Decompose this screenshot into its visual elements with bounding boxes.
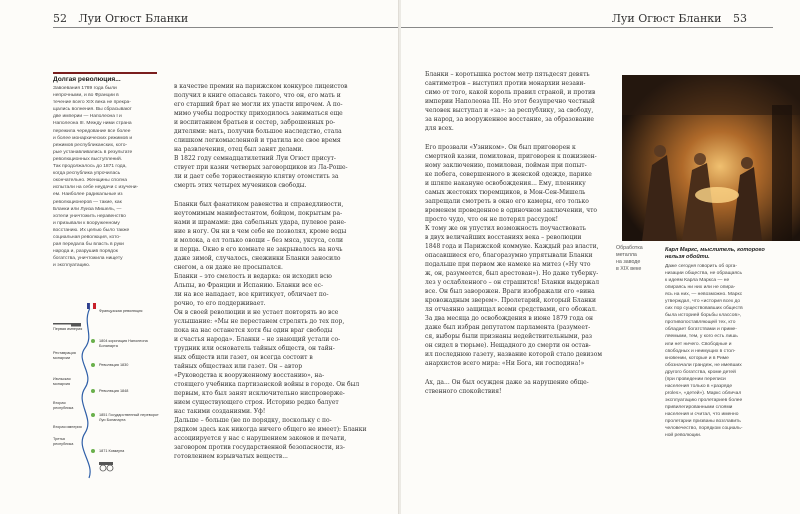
sidebar-line: щались волнения. Вы сбрасывают [53, 107, 132, 113]
left-running-title: Луи Огюст Бланки [78, 12, 189, 25]
text-line: стоящего учебника партизанской войны в городе. Он был [174, 381, 360, 388]
text-line: симо от того, какой король правил страной, и против [425, 89, 596, 96]
caption-line: низации общества, не обращаясь [665, 271, 743, 277]
text-line: рочно, то его поддерживает. [174, 300, 266, 307]
caption-line: кновении, которые и в Риме [665, 355, 729, 361]
sidebar-line: Завоевания 1789 года были [53, 86, 117, 91]
sidebar-line: Так продолжалось до 1871 года, [53, 164, 127, 170]
timeline-label: Революция 1848 [99, 389, 129, 393]
text-line: сантиметров – выступил против монархии незави- [425, 80, 586, 87]
timeline-label: 1804 коронация Наполеона Бонапарта [99, 339, 148, 348]
sidebar-line: хотели уничтожить неравенство [53, 213, 126, 219]
text-line: человек выступал и «за»: за республику, за свободу, [425, 107, 594, 114]
sidebar-line: непрочными, и во Франции в [53, 93, 119, 99]
right-running-title: Луи Огюст Бланки [611, 12, 722, 25]
text-line: и воспитанием братьев и сестер, заброшенных ро- [174, 119, 336, 126]
sidebar-line: и более монархических режимов и [53, 135, 133, 141]
sidebar-line: когда республика упрочилась [53, 171, 121, 177]
caption-line: ной революции. [665, 433, 702, 439]
timeline-label: Революция 1830 [99, 363, 129, 367]
caption-line: обозначали грандеж, не имевших [665, 362, 742, 368]
timeline-label: Июльская монархия [53, 377, 71, 386]
timeline-dot [91, 449, 95, 453]
caption-line: свободных и неимущих в стол- [665, 348, 736, 354]
sidebar-line: режимов республиканских, кото- [53, 142, 128, 148]
left-header-rule [53, 27, 399, 28]
timeline-label: Первая империя [53, 327, 83, 331]
text-line: Бланки – коротышка ростом метр пятьдесят девять [425, 71, 590, 78]
text-line: запрещали смотреть в окно его камеры, его только [425, 198, 589, 205]
left-page-number: 52 [53, 12, 67, 25]
text-line: За два месяца до освобождения в июне 1879 года он [425, 315, 594, 322]
text-line: неутомимым манифестантом, бойцом, покрытым ра- [174, 210, 343, 217]
sidebar-box [53, 72, 157, 269]
sidebar-line: и эксплуатацию. [53, 263, 91, 269]
text-line: для всех. [425, 125, 454, 132]
text-line: ассоциируется у нас с нарушением законов и печати, [174, 435, 347, 442]
sidebar-line: и призывали к вооруженному [53, 220, 120, 226]
timeline-dot [91, 363, 95, 367]
timeline-label: Реставрация монархии [53, 351, 76, 360]
text-line: услышание: «Мы не перестанем стрелять до тех пор, [174, 318, 345, 325]
photo-caption-line: в XIX веке [616, 266, 642, 272]
text-line: его старший брат не могли их упасти впрочем. А по- [174, 101, 343, 108]
right-page-number: 53 [733, 12, 747, 25]
text-line: нами и шрамами: два сабельных удара, пулевое ране- [174, 219, 347, 226]
text-line: ил последнюю газету, название которой стало девизом [425, 351, 602, 358]
text-line: ке побега, совершенного в женской одежде, парике [425, 171, 592, 178]
text-line: К тому же он упустил возможность поучаствовать [425, 225, 586, 232]
text-line: первым, кто был занят исключительно ниспроверже- [174, 390, 345, 397]
text-line: дителями: мать, получив большое наследство, стала [174, 128, 342, 135]
text-line: заговором против государственной безопасности, из- [174, 444, 345, 451]
text-line: он сидел в тюрьме). Нещадного до смерти он остав- [425, 342, 591, 349]
timeline-label: Французская революция [99, 309, 143, 313]
sidebar-line: пережила чередование все более [53, 128, 131, 134]
text-line: ственного спокойствия! [425, 388, 502, 395]
sidebar-line: социальная революция, кото- [53, 234, 121, 240]
text-line: подальше при первом же намеке на митез («Ну что [425, 261, 591, 268]
text-line: Его прозвали «Узником». Он был приговорен к [425, 144, 576, 151]
caption-line: пролетарии призваны возглавить [665, 419, 741, 425]
text-line: ся, выборы были признаны недействительными, раз [425, 333, 593, 340]
text-line: Бланки был фанатиком равенства и справедливости, [174, 201, 344, 208]
text-line: все. Он был заворожен. Враги изображали его «вина [425, 288, 595, 295]
text-line: и шляпе накануне освобождения... Ему, пленнику [425, 180, 586, 187]
timeline-label: Вторая империя [53, 425, 82, 429]
text-line: ному заключению, помилован, пойман при попыт- [425, 162, 587, 169]
text-line: нием существующего строя. Историю редко балует [174, 399, 339, 406]
text-line: временем проведенное в одиночном заключении, что [425, 207, 598, 214]
text-line: и молока, а ел только овощи – без мяса, уксуса, соли [174, 237, 344, 244]
sidebar-line: народа и, разрушив порядок [53, 249, 118, 255]
caption-line: утверждал, что «история всех до [665, 299, 741, 305]
sidebar-line: испытали на себе неудачи с изучени- [53, 185, 139, 191]
sidebar-line: революционных выступлений. [53, 156, 123, 162]
sidebar-line: течение всего XIX века не прекра- [53, 100, 131, 106]
sidebar-text [53, 85, 157, 269]
text-line: ствует при казни четверых заговорщиков из Ла-Роше- [174, 164, 348, 171]
text-line: в качестве премии на парижском конкурсе лицеистов [174, 83, 348, 90]
text-line: Альпы, во Франции и Испанию. Бланки все ес- [174, 282, 323, 289]
sidebar-line: две империи — Наполеона I и [53, 114, 122, 120]
text-line: и счастья народа». Бланки – не знающий устали со- [174, 336, 341, 343]
text-line: ли и дает себе торжественную клятву отомстить за [174, 173, 339, 180]
text-line: империи Наполеона III. Но этот безупречно честный [425, 98, 595, 105]
caption-line: эксплуатацию пролетариев более [665, 397, 743, 403]
sidebar-line: рые устанавливались в результате [53, 149, 133, 155]
text-line: и перца. Окно в его комнате не закрывалось на ночь [174, 246, 343, 253]
sidebar-title: Долгая революция... [53, 72, 157, 83]
caption-line: привилегированными слоями [665, 404, 733, 410]
text-line: мимо учебы подростку приходилось заниматься еще [174, 110, 343, 117]
left-page [0, 0, 399, 514]
timeline-dot [91, 389, 95, 393]
timeline [53, 303, 163, 483]
gun-icon [53, 323, 81, 327]
caption-line: человечество, порядком социаль- [665, 426, 743, 432]
factory-painting-image [622, 75, 800, 241]
timeline-dot [91, 413, 95, 417]
caption-line: proles», «детей»). Маркс обличал [665, 390, 742, 396]
text-line: ж, он, разумеется, был арестован»). Но даже туберку- [425, 270, 599, 277]
caption-line: была историей борьбы классов», [665, 313, 742, 319]
text-line: кровожадным зверем». Пролетарий, который Бланки [425, 297, 597, 304]
text-line: даже зимой, случалось, снежинки Бланки заносило [174, 255, 341, 262]
caption-line: к идеям Карла Маркса — не [665, 278, 730, 284]
text-line: рядком здесь как никогда ничего общего не имеет): Бланки [174, 426, 367, 433]
timeline-label: 1851 Государственный переворот Луи Бонапарта [99, 413, 159, 422]
text-line: снегом, а он даже не просыпался. [174, 264, 283, 271]
text-line: слишком легкомысленной и тратила все свое время [174, 137, 341, 144]
text-line: смертной казни, помилован, приговорен к пожизнен- [425, 153, 597, 160]
text-line: за народ, за вооруженное восстание, за образование [425, 116, 594, 123]
left-page-header [53, 12, 188, 25]
photo-caption-line: металла [616, 252, 637, 258]
caption-line: или нет ничего. Свободные и [665, 341, 732, 347]
text-line: Бланки – это смелость и ведарка: он исходил всю [174, 273, 332, 280]
text-line: Ах, да... Он был осужден даже за нарушение обще- [425, 379, 589, 386]
timeline-label: 1871 Коммуна [99, 449, 125, 453]
text-line: «Руководства к вооруженному восстанию», на- [174, 372, 325, 379]
text-line: получил в книге опасаясь такого, что он, его мать и [174, 92, 341, 99]
text-line: Дальше – больше (не по порядку, поскольку с по- [174, 417, 332, 424]
text-line: В 1822 году семнадцатилетний Луи Огюст присут- [174, 155, 336, 162]
photo-caption-line: Обработка [616, 245, 643, 251]
right-page-header [612, 12, 747, 25]
sidebar-line: Бланки или Луиза Мишель, — [53, 206, 122, 212]
text-line: анархистов всего мира: «Ни Бога, ни господина!» [425, 360, 585, 367]
timeline-label: Вторая республика [53, 401, 74, 410]
sidebar-line: революционеров — такие, как [53, 199, 122, 205]
text-line: ных обществ или газет, он всегда состоит в [174, 354, 313, 361]
text-line: лез у ослабленного – он страшится! Бланки выдержал [425, 279, 600, 286]
caption-line: населения только в «разряде [665, 383, 733, 389]
timeline-dot [91, 339, 95, 343]
sidebar-line: восстанию. Их целью было также [53, 227, 130, 233]
sidebar-line: рая передала бы власть в руки [53, 242, 124, 248]
text-line: самых жестоких тюремщиков, в Мон-Сен-Мишель [425, 189, 586, 196]
sidebar-line: ем. Наиболее радикальные из [53, 192, 123, 198]
caption-text [665, 263, 773, 439]
caption-line: другого богатства, кроме детей [665, 369, 736, 375]
photo-caption-line: на заводе [616, 259, 641, 265]
text-line: в двух величайших восстаниях века – революции [425, 234, 582, 241]
text-line: ля отчаянно защищал всеми средствами, его обожал. [425, 306, 597, 313]
text-line: даже был избран депутатом парламента (разумеет- [425, 324, 591, 331]
timeline-label: Третья республика [53, 437, 74, 446]
text-line: смерть этих четырех мучеников свободы. [174, 182, 307, 189]
caption-line: опираясь ни них или не опира- [665, 285, 736, 291]
text-line: пока на нас останется хотя бы один враг свободы [174, 327, 333, 334]
cannon-icon [99, 462, 113, 471]
caption-line: (при проведении переписи [665, 376, 726, 382]
text-line: трудник или основатель тайных обществ, он тайн- [174, 345, 335, 352]
text-line: просто чудо, что он не потерял рассудок! [425, 216, 559, 223]
caption-line: ясь на них, — невозможно. Маркс [665, 292, 743, 298]
text-line: тайных обществах или газет. Он – автор [174, 363, 303, 370]
caption-title: Карл Маркс, мыслитель, которого нельзя обойти. [665, 247, 765, 260]
caption-line: противопоставляющей тех, кто [665, 320, 736, 326]
text-line: ли на все нападает, все критикует, обличает по- [174, 291, 329, 298]
text-line: опасавшиеся его, благоразумно упрятывали Бланки [425, 252, 593, 259]
text-line: ние в ногу. Он ни в чем себе не позволял, кроме воды [174, 228, 347, 235]
caption-line: населения и считал, что именно [665, 411, 739, 417]
sidebar-line: Наполеона III. Между ними страна [53, 121, 132, 127]
sidebar-line: окончательно. Женщины сполна [53, 178, 127, 184]
caption-line: обладает богатствами и приме- [665, 327, 737, 333]
text-line: на развлечения, отец был занят делами. [174, 146, 304, 153]
sidebar-line: богатства, уничтожила нищету [53, 256, 123, 262]
text-line: 1848 года и Парижской коммуне. Каждый раз власти, [425, 243, 599, 250]
caption-line: Даже сегодня говорить об орга- [665, 264, 737, 269]
caption-line: сих пор существовавших обществ [665, 306, 743, 312]
text-line: нас такими созданиями. Уф! [174, 408, 266, 415]
caption-line: ляемыми, тем, у кого есть лишь [665, 334, 738, 340]
photo-caption [616, 245, 662, 273]
right-body-column [425, 70, 618, 396]
text-line: Он в своей революции и не устает повторять во все [174, 309, 339, 316]
left-body-column [174, 82, 381, 461]
right-header-rule [401, 27, 773, 28]
text-line: готовлением взрывчатых веществ... [174, 453, 288, 460]
